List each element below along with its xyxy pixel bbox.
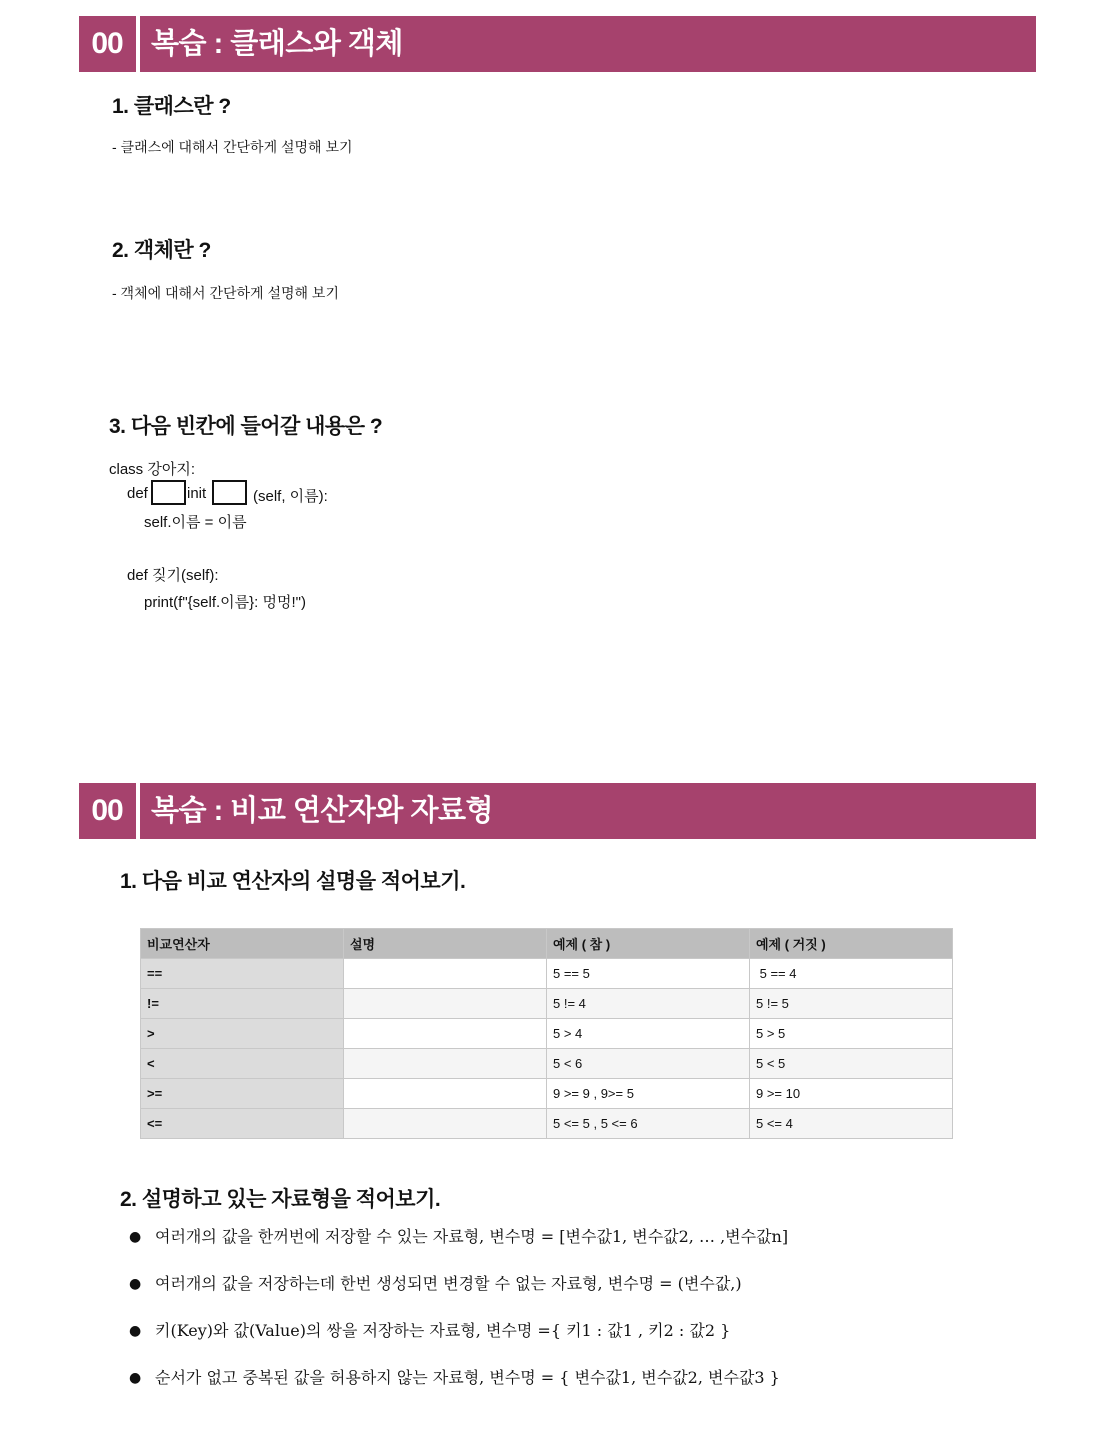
question-1-title: 1. 클래스란 ? <box>112 95 231 118</box>
table-row <box>141 1109 953 1139</box>
description-cell[interactable] <box>344 1049 547 1079</box>
false-example-cell: 5 > 5 <box>750 1019 953 1049</box>
banner-divider <box>136 783 140 839</box>
description-cell[interactable] <box>344 989 547 1019</box>
blank-box-2[interactable] <box>212 480 247 505</box>
operator-cell: == <box>141 959 344 989</box>
table-row <box>141 1019 953 1049</box>
section-number: 00 <box>91 794 123 827</box>
datatype-description: 키(Key)와 값(Value)의 쌍을 저장하는 자료형, 변수명 ={ 키1 : 값1 , 키2 : 값2 } <box>155 1321 731 1340</box>
banner-divider <box>136 16 140 72</box>
true-example-cell: 5 <= 5 , 5 <= 6 <box>547 1109 750 1139</box>
column-header: 설명 <box>344 929 547 959</box>
question-2-desc: - 객체에 대해서 간단하게 설명해 보기 <box>112 285 339 301</box>
list-item <box>112 1222 788 1269</box>
bullet-icon: ● <box>129 1276 142 1292</box>
table-header-row <box>141 929 953 959</box>
code-def-keyword: def <box>127 485 148 502</box>
operator-cell: >= <box>141 1079 344 1109</box>
description-cell[interactable] <box>344 1079 547 1109</box>
question-2-title: 2. 객체란 ? <box>112 239 211 262</box>
list-item <box>112 1316 788 1363</box>
comparison-operator-table <box>140 928 953 1139</box>
section-title: 복습 : 클래스와 객체 <box>151 28 403 60</box>
table-row <box>141 1079 953 1109</box>
code-line-class: class 강아지: <box>109 461 195 478</box>
column-header: 예제 ( 참 ) <box>547 929 750 959</box>
bullet-icon: ● <box>129 1229 142 1245</box>
true-example-cell: 5 < 6 <box>547 1049 750 1079</box>
description-cell[interactable] <box>344 1109 547 1139</box>
description-cell[interactable] <box>344 959 547 989</box>
operator-cell: < <box>141 1049 344 1079</box>
compare-question-title: 1. 다음 비교 연산자의 설명을 적어보기. <box>120 870 466 893</box>
code-init-args: (self, 이름): <box>253 488 328 505</box>
table-row <box>141 989 953 1019</box>
datatype-description: 순서가 없고 중복된 값을 허용하지 않는 자료형, 변수명 = { 변수값1, 변수값2, 변수값3 } <box>155 1368 780 1387</box>
true-example-cell: 5 > 4 <box>547 1019 750 1049</box>
code-init: init <box>187 485 207 502</box>
false-example-cell: 9 >= 10 <box>750 1079 953 1109</box>
description-cell[interactable] <box>344 1019 547 1049</box>
table-row <box>141 959 953 989</box>
datatype-list <box>112 1222 788 1410</box>
list-item <box>112 1363 788 1410</box>
code-line-print: print(f"{self.이름}: 멍멍!") <box>144 594 306 611</box>
false-example-cell: 5 != 5 <box>750 989 953 1019</box>
blank-box-1[interactable] <box>151 480 186 505</box>
section-number: 00 <box>91 27 123 60</box>
question-3-title: 3. 다음 빈칸에 들어갈 내용은 ? <box>109 415 383 438</box>
code-line-def-bark: def 짖기(self): <box>127 567 219 584</box>
true-example-cell: 5 == 5 <box>547 959 750 989</box>
operator-cell: > <box>141 1019 344 1049</box>
column-header: 비교연산자 <box>141 929 344 959</box>
datatype-question-title: 2. 설명하고 있는 자료형을 적어보기. <box>120 1188 441 1211</box>
section-1-banner <box>79 16 1036 72</box>
operator-cell: != <box>141 989 344 1019</box>
column-header: 예제 ( 거짓 ) <box>750 929 953 959</box>
true-example-cell: 9 >= 9 , 9>= 5 <box>547 1079 750 1109</box>
question-1-desc: - 클래스에 대해서 간단하게 설명해 보기 <box>112 139 353 155</box>
list-item <box>112 1269 788 1316</box>
false-example-cell: 5 == 4 <box>750 959 953 989</box>
table-row <box>141 1049 953 1079</box>
datatype-description: 여러개의 값을 한꺼번에 저장할 수 있는 자료형, 변수명 = [변수값1, 변수값2, … ,변수값n] <box>155 1227 789 1246</box>
datatype-description: 여러개의 값을 저장하는데 한번 생성되면 변경할 수 없는 자료형, 변수명 = (변수값,) <box>155 1274 742 1293</box>
bullet-icon: ● <box>129 1370 142 1386</box>
false-example-cell: 5 <= 4 <box>750 1109 953 1139</box>
section-title: 복습 : 비교 연산자와 자료형 <box>151 795 494 827</box>
false-example-cell: 5 < 5 <box>750 1049 953 1079</box>
section-2-banner <box>79 783 1036 839</box>
bullet-icon: ● <box>129 1323 142 1339</box>
operator-cell: <= <box>141 1109 344 1139</box>
true-example-cell: 5 != 4 <box>547 989 750 1019</box>
code-line-assign: self.이름 = 이름 <box>144 514 247 531</box>
